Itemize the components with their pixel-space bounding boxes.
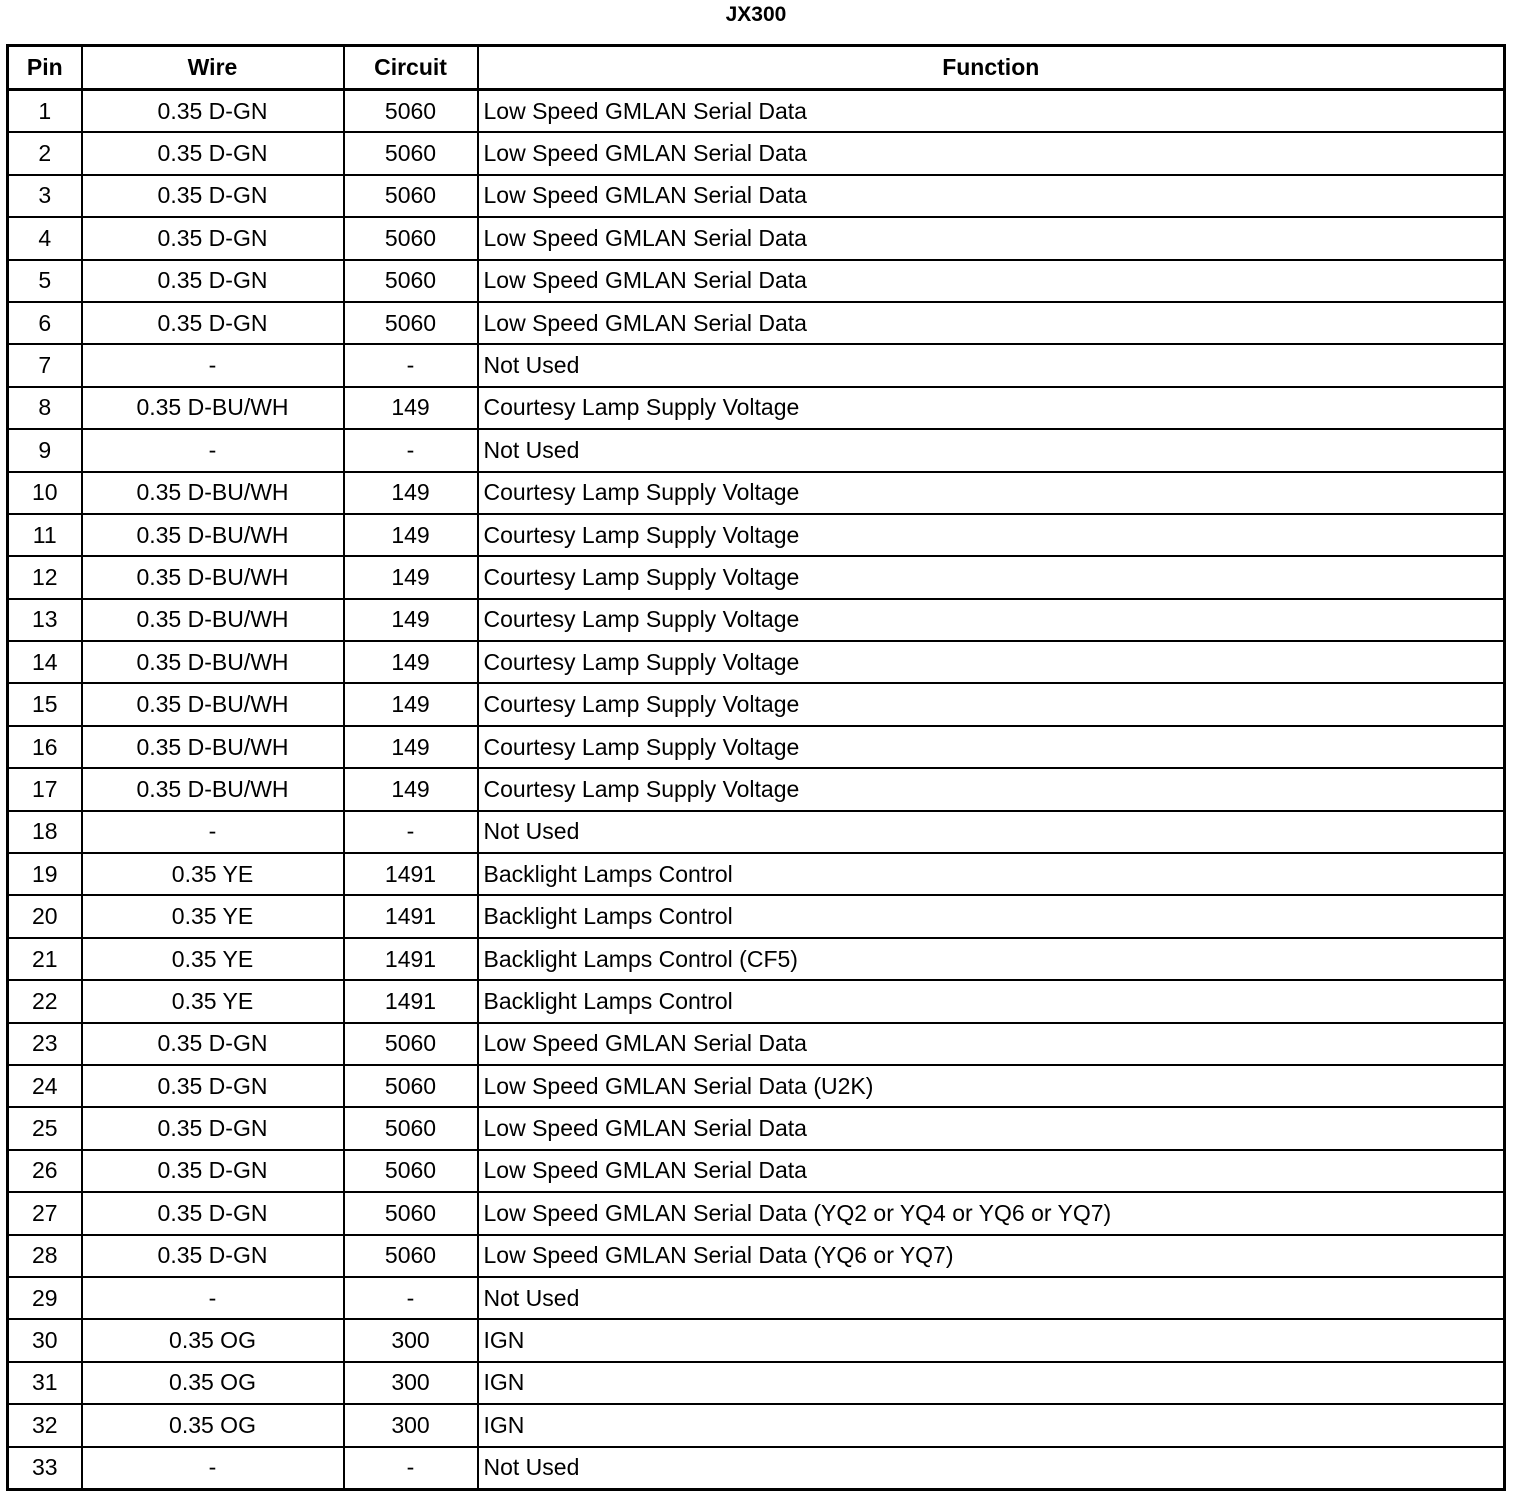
function-cell: Backlight Lamps Control [478,895,1505,937]
table-row [8,1107,1505,1149]
circuit-cell: 5060 [344,175,478,217]
wire-cell: 0.35 D-GN [82,1065,344,1107]
pin-cell: 29 [8,1277,82,1319]
function-cell: Low Speed GMLAN Serial Data (YQ2 or YQ4 or YQ6 or YQ7) [478,1192,1505,1234]
table-row [8,132,1505,174]
wire-cell: 0.35 D-BU/WH [82,599,344,641]
circuit-cell: 5060 [344,1065,478,1107]
circuit-cell: 300 [344,1319,478,1361]
wire-cell: 0.35 D-GN [82,175,344,217]
circuit-cell: 1491 [344,938,478,980]
wire-cell: 0.35 D-GN [82,1192,344,1234]
circuit-cell: 300 [344,1362,478,1404]
pin-cell: 20 [8,895,82,937]
table-row [8,1192,1505,1234]
table-row [8,768,1505,810]
function-cell: Backlight Lamps Control [478,980,1505,1022]
wire-cell: 0.35 YE [82,895,344,937]
circuit-cell: 149 [344,472,478,514]
wire-cell: 0.35 YE [82,938,344,980]
function-cell: Not Used [478,429,1505,471]
table-row [8,387,1505,429]
circuit-cell: 5060 [344,90,478,133]
function-cell: Not Used [478,344,1505,386]
wire-cell: 0.35 D-GN [82,90,344,133]
circuit-cell: 1491 [344,853,478,895]
table-row [8,1319,1505,1361]
pin-cell: 28 [8,1235,82,1277]
function-cell: Low Speed GMLAN Serial Data [478,175,1505,217]
pin-cell: 13 [8,599,82,641]
function-cell: Low Speed GMLAN Serial Data [478,302,1505,344]
circuit-cell: 5060 [344,1192,478,1234]
circuit-cell: 5060 [344,260,478,302]
function-cell: Low Speed GMLAN Serial Data [478,1023,1505,1065]
function-cell: Courtesy Lamp Supply Voltage [478,768,1505,810]
circuit-cell: - [344,344,478,386]
circuit-cell: - [344,811,478,853]
pin-cell: 7 [8,344,82,386]
wire-cell: - [82,429,344,471]
function-cell: Courtesy Lamp Supply Voltage [478,641,1505,683]
wire-cell: - [82,811,344,853]
circuit-cell: 300 [344,1404,478,1446]
wire-cell: 0.35 D-BU/WH [82,387,344,429]
pin-cell: 11 [8,514,82,556]
function-cell: Low Speed GMLAN Serial Data [478,260,1505,302]
table-body [8,90,1505,1490]
wire-cell: 0.35 YE [82,853,344,895]
wire-cell: 0.35 D-BU/WH [82,641,344,683]
table-row [8,1404,1505,1446]
wire-cell: - [82,344,344,386]
header-wire: Wire [82,46,344,90]
function-cell: Low Speed GMLAN Serial Data [478,132,1505,174]
table-row [8,90,1505,133]
pin-cell: 31 [8,1362,82,1404]
wire-cell: - [82,1447,344,1490]
function-cell: Low Speed GMLAN Serial Data [478,90,1505,133]
circuit-cell: 5060 [344,132,478,174]
function-cell: Not Used [478,811,1505,853]
header-pin: Pin [8,46,82,90]
wire-cell: 0.35 D-GN [82,1235,344,1277]
circuit-cell: 149 [344,387,478,429]
circuit-cell: - [344,429,478,471]
header-circuit: Circuit [344,46,478,90]
pin-cell: 9 [8,429,82,471]
wire-cell: 0.35 D-GN [82,302,344,344]
pin-cell: 19 [8,853,82,895]
table-row [8,556,1505,598]
circuit-cell: 5060 [344,1235,478,1277]
pin-cell: 12 [8,556,82,598]
function-cell: Low Speed GMLAN Serial Data [478,217,1505,259]
wire-cell: 0.35 OG [82,1319,344,1361]
connector-title: JX300 [725,3,787,26]
table-row [8,1277,1505,1319]
pin-cell: 33 [8,1447,82,1490]
table-row [8,599,1505,641]
pin-cell: 10 [8,472,82,514]
table-row [8,1065,1505,1107]
pin-cell: 2 [8,132,82,174]
pin-cell: 22 [8,980,82,1022]
table-row [8,472,1505,514]
wire-cell: 0.35 D-GN [82,132,344,174]
pin-cell: 3 [8,175,82,217]
circuit-cell: - [344,1447,478,1490]
function-cell: IGN [478,1362,1505,1404]
table-row [8,260,1505,302]
table-row [8,175,1505,217]
header-function: Function [478,46,1505,90]
pin-cell: 17 [8,768,82,810]
table-row [8,726,1505,768]
function-cell: Courtesy Lamp Supply Voltage [478,387,1505,429]
pin-cell: 21 [8,938,82,980]
circuit-cell: 149 [344,726,478,768]
pin-cell: 6 [8,302,82,344]
table-row [8,217,1505,259]
pin-cell: 5 [8,260,82,302]
function-cell: Backlight Lamps Control [478,853,1505,895]
wire-cell: 0.35 D-GN [82,1107,344,1149]
table-row [8,344,1505,386]
circuit-cell: 149 [344,641,478,683]
circuit-cell: 149 [344,599,478,641]
pinout-table [6,44,1506,1491]
function-cell: Courtesy Lamp Supply Voltage [478,472,1505,514]
circuit-cell: 149 [344,514,478,556]
pin-cell: 30 [8,1319,82,1361]
circuit-cell: 5060 [344,1150,478,1192]
function-cell: Not Used [478,1447,1505,1490]
wire-cell: 0.35 D-GN [82,1150,344,1192]
table-row [8,980,1505,1022]
pin-cell: 26 [8,1150,82,1192]
wire-cell: 0.35 D-BU/WH [82,514,344,556]
function-cell: Courtesy Lamp Supply Voltage [478,726,1505,768]
function-cell: Low Speed GMLAN Serial Data [478,1150,1505,1192]
table-row [8,1023,1505,1065]
table-row [8,641,1505,683]
table-row [8,1447,1505,1490]
table-row [8,514,1505,556]
circuit-cell: 5060 [344,1023,478,1065]
circuit-cell: 5060 [344,217,478,259]
wire-cell: 0.35 D-BU/WH [82,726,344,768]
wire-cell: - [82,1277,344,1319]
table-row [8,1150,1505,1192]
circuit-cell: 5060 [344,302,478,344]
table-row [8,1362,1505,1404]
function-cell: Low Speed GMLAN Serial Data (U2K) [478,1065,1505,1107]
wire-cell: 0.35 D-BU/WH [82,683,344,725]
function-cell: Courtesy Lamp Supply Voltage [478,599,1505,641]
function-cell: IGN [478,1319,1505,1361]
table-row [8,1235,1505,1277]
function-cell: IGN [478,1404,1505,1446]
pin-cell: 27 [8,1192,82,1234]
pin-cell: 8 [8,387,82,429]
pin-cell: 32 [8,1404,82,1446]
table-row [8,895,1505,937]
wire-cell: 0.35 D-GN [82,260,344,302]
circuit-cell: 1491 [344,980,478,1022]
wire-cell: 0.35 D-BU/WH [82,768,344,810]
table-row [8,683,1505,725]
function-cell: Backlight Lamps Control (CF5) [478,938,1505,980]
function-cell: Low Speed GMLAN Serial Data (YQ6 or YQ7) [478,1235,1505,1277]
pin-cell: 18 [8,811,82,853]
wire-cell: 0.35 D-GN [82,217,344,259]
wire-cell: 0.35 OG [82,1404,344,1446]
wire-cell: 0.35 YE [82,980,344,1022]
circuit-cell: 149 [344,768,478,810]
table-row [8,429,1505,471]
wire-cell: 0.35 OG [82,1362,344,1404]
table-row [8,938,1505,980]
function-cell: Courtesy Lamp Supply Voltage [478,683,1505,725]
wire-cell: 0.35 D-BU/WH [82,556,344,598]
circuit-cell: 1491 [344,895,478,937]
pin-cell: 25 [8,1107,82,1149]
table-row [8,853,1505,895]
pin-cell: 16 [8,726,82,768]
table-row [8,811,1505,853]
pin-cell: 14 [8,641,82,683]
circuit-cell: 149 [344,556,478,598]
table-header [8,46,1505,90]
pin-cell: 24 [8,1065,82,1107]
circuit-cell: 149 [344,683,478,725]
pin-cell: 23 [8,1023,82,1065]
pin-cell: 1 [8,90,82,133]
function-cell: Low Speed GMLAN Serial Data [478,1107,1505,1149]
pin-cell: 15 [8,683,82,725]
function-cell: Courtesy Lamp Supply Voltage [478,514,1505,556]
wire-cell: 0.35 D-GN [82,1023,344,1065]
circuit-cell: - [344,1277,478,1319]
wire-cell: 0.35 D-BU/WH [82,472,344,514]
function-cell: Courtesy Lamp Supply Voltage [478,556,1505,598]
function-cell: Not Used [478,1277,1505,1319]
circuit-cell: 5060 [344,1107,478,1149]
pin-cell: 4 [8,217,82,259]
table-row [8,302,1505,344]
header-row [8,46,1505,90]
